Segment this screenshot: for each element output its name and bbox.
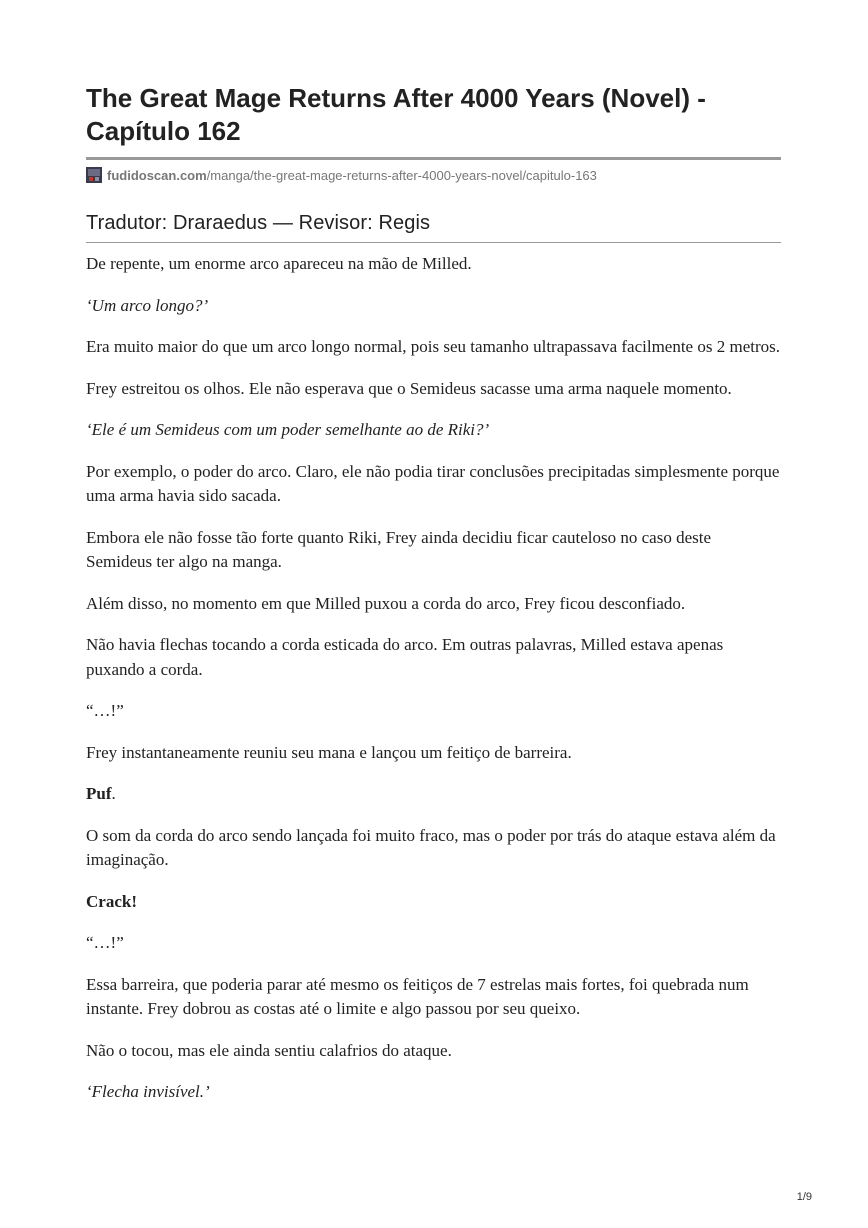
chapter-content <box>86 252 781 1105</box>
paragraph: De repente, um enorme arco apareceu na mão de Milled. <box>86 254 472 273</box>
paragraph <box>86 782 781 807</box>
source-path: /manga/the-great-mage-returns-after-4000-years-novel/capitulo-163 <box>206 167 597 183</box>
page-number: 1/9 <box>796 1191 812 1203</box>
paragraph: Era muito maior do que um arco longo normal, pois seu tamanho ultrapassava facilmente os 2 metros. <box>86 337 780 356</box>
credits-heading: Tradutor: Draraedus — Revisor: Regis <box>86 212 431 234</box>
site-favicon-icon <box>86 167 102 183</box>
paragraph: Além disso, no momento em que Milled puxou a corda do arco, Frey ficou desconfiado. <box>86 593 686 613</box>
document-page <box>86 82 781 1122</box>
heading-divider <box>86 242 781 243</box>
source-domain: fudidoscan.com <box>107 167 207 183</box>
paragraph: Crack! <box>86 891 137 911</box>
paragraph: Não havia flechas tocando a corda esticada do arco. Em outras palavras, Milled estava apenas puxando a corda. <box>86 635 724 679</box>
paragraph: Frey instantaneamente reuniu seu mana e lançou um feitiço de barreira. <box>86 742 572 762</box>
sound-effect: Puf <box>86 784 112 803</box>
paragraph: O som da corda do arco sendo lançada foi muito fraco, mas o poder por trás do ataque estava além da imaginação. <box>86 825 776 869</box>
paragraph: Essa barreira, que poderia parar até mesmo os feitiços de 7 estrelas mais fortes, foi quebrada num instante. Frey dobrou as costas até o limite e algo passou por seu queixo. <box>86 974 749 1018</box>
paragraph: ‘Ele é um Semideus com um poder semelhante ao de Riki?’ <box>86 420 490 439</box>
paragraph: ‘Flecha invisível.’ <box>86 1082 210 1101</box>
source-url[interactable] <box>86 166 781 184</box>
paragraph: “…!” <box>86 933 124 952</box>
paragraph: ‘Um arco longo?’ <box>86 295 209 315</box>
title-divider <box>86 157 781 160</box>
paragraph: Por exemplo, o poder do arco. Claro, ele não podia tirar conclusões precipitadas simplesmente porque uma arma havia sido sacada. <box>86 461 780 505</box>
paragraph: “…!” <box>86 701 124 720</box>
paragraph: Frey estreitou os olhos. Ele não esperava que o Semideus sacasse uma arma naquele momento. <box>86 378 732 398</box>
page-title: The Great Mage Returns After 4000 Years (Novel) - Capítulo 162 <box>86 83 706 146</box>
paragraph: Não o tocou, mas ele ainda sentiu calafrios do ataque. <box>86 1040 452 1060</box>
paragraph: Embora ele não fosse tão forte quanto Riki, Frey ainda decidiu ficar cauteloso no caso deste Semideus ter algo na manga. <box>86 527 712 571</box>
punctuation: . <box>111 784 116 803</box>
